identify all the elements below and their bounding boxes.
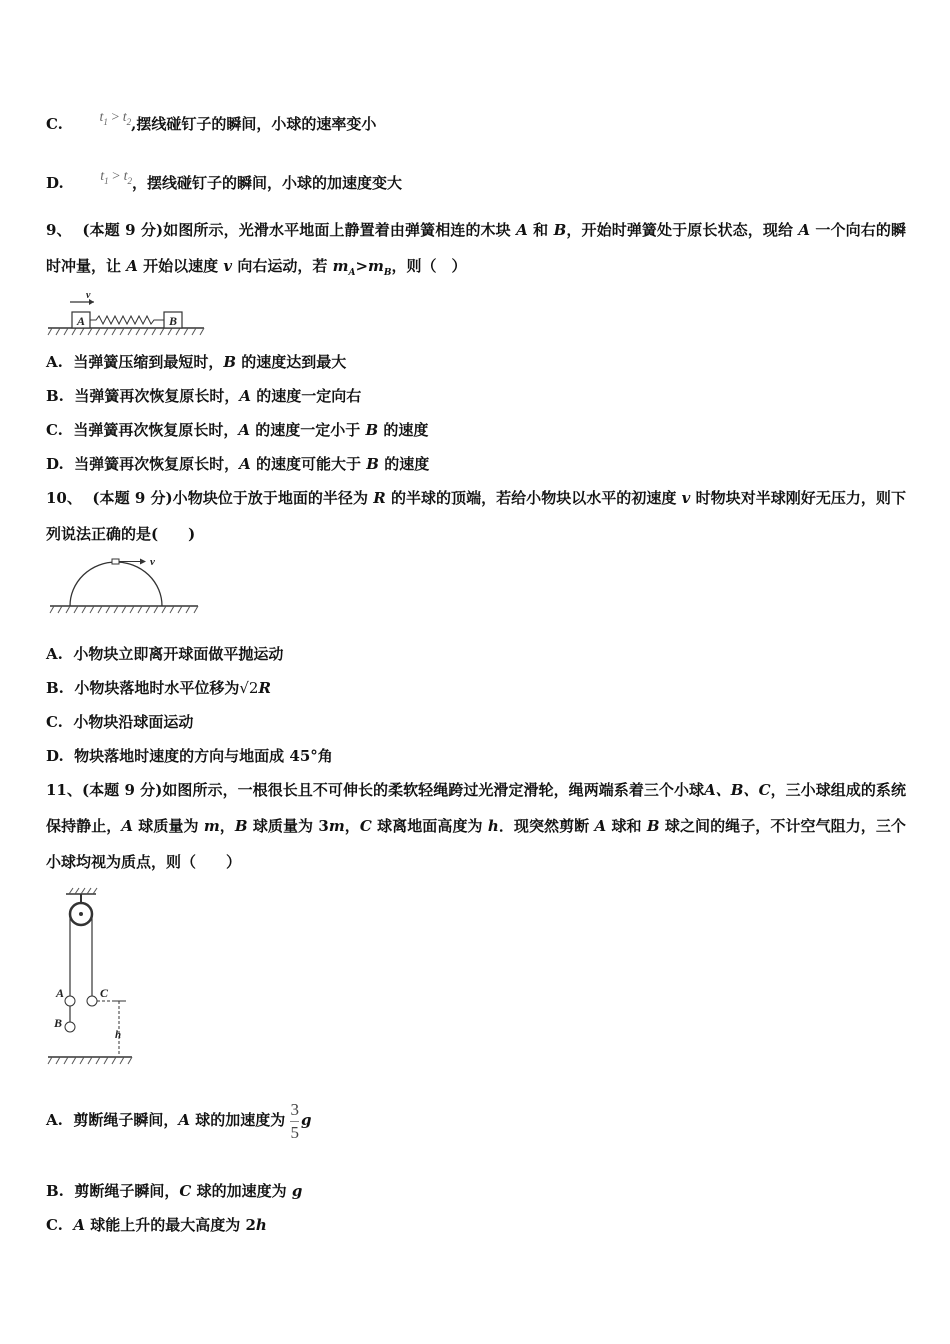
t1-gt-t2-formula: $t_1 > t_2$ bbox=[99, 110, 132, 127]
q8-option-c: C. $t_1 > t_2$,摆线碰钉子的瞬间，小球的速率变小 bbox=[46, 110, 377, 133]
q9-option-c: C. 当弹簧再次恢复原长时，A 的速度一定小于 B 的速度 bbox=[46, 421, 429, 439]
small-block bbox=[112, 559, 119, 564]
q10-hemisphere-figure bbox=[46, 554, 201, 616]
height-label: h bbox=[115, 1029, 122, 1041]
q11-option-b: B. 剪断绳子瞬间，C 球的加速度为 g bbox=[46, 1182, 303, 1200]
q8-option-d: D. $t_1 > t_2$，摆线碰钉子的瞬间，小球的加速度变大 bbox=[46, 169, 402, 192]
q11-option-c: C. A 球能上升的最大高度为 2h bbox=[46, 1216, 267, 1234]
spring bbox=[90, 316, 164, 324]
hemisphere bbox=[70, 562, 162, 606]
block-b-label: B bbox=[168, 314, 178, 328]
fraction-three-fifths: $\frac{3}{5}$ bbox=[290, 1099, 299, 1142]
q9-stem: 9、 (本题 9 分)如图所示，光滑水平地面上静置着由弹簧相连的木块 A 和 B，开始时弹簧处于原长状态，现给 A 一个向右的瞬时冲量，让 A 开始以速度 v 向右运动，若 $m_A>m_B$，则（ ） bbox=[46, 221, 906, 278]
ball-c bbox=[87, 996, 97, 1006]
sqrt-two: √2 bbox=[239, 679, 259, 697]
label-c: C bbox=[100, 986, 109, 1000]
t1-gt-t2-formula: $t_1 > t_2$ bbox=[100, 169, 132, 186]
velocity-label: v bbox=[150, 556, 155, 568]
q10-stem: 10、 (本题 9 分)小物块位于放于地面的半径为 R 的半球的顶端，若给小物块以水平的初速度 v 时物块对半球刚好无压力，则下列说法正确的是( ) bbox=[46, 489, 906, 543]
q9-option-a: A. 当弹簧压缩到最短时，B 的速度达到最大 bbox=[46, 353, 347, 371]
q10-option-b: B. 小物块落地时水平位移为√2R bbox=[46, 679, 271, 697]
q11-option-a: A. 剪断绳子瞬间，A 球的加速度为 $\frac{3}{5}$ g bbox=[46, 1099, 312, 1142]
ball-a bbox=[65, 996, 75, 1006]
q9-option-d: D. 当弹簧再次恢复原长时，A 的速度可能大于 B 的速度 bbox=[46, 455, 430, 473]
q10-option-d: D. 物块落地时速度的方向与地面成 45°角 bbox=[46, 747, 333, 765]
q10-option-c: C. 小物块沿球面运动 bbox=[46, 713, 194, 731]
q11-pulley-figure bbox=[46, 888, 138, 1068]
ball-b bbox=[65, 1022, 75, 1032]
velocity-label: v bbox=[86, 290, 91, 301]
label-a: A bbox=[56, 986, 65, 1000]
q10-option-a: A. 小物块立即离开球面做平抛运动 bbox=[46, 645, 284, 663]
block-a-label: A bbox=[76, 314, 86, 328]
label-b: B bbox=[54, 1016, 63, 1030]
q9-option-b: B. 当弹簧再次恢复原长时，A 的速度一定向右 bbox=[46, 387, 362, 405]
q9-spring-blocks-figure bbox=[46, 290, 208, 338]
q11-stem: 11、(本题 9 分)如图所示，一根很长且不可伸长的柔软轻绳跨过光滑定滑轮，绳两端系着三个小球A、B、C，三小球组成的系统保持静止，A 球质量为 m，B 球质量为 3m，C 球离地面高度为 h．现突然剪断 A 球和 B 球之间的绳子，不计空气阻力，三个小球均视为质点，则（ ） bbox=[46, 781, 906, 871]
